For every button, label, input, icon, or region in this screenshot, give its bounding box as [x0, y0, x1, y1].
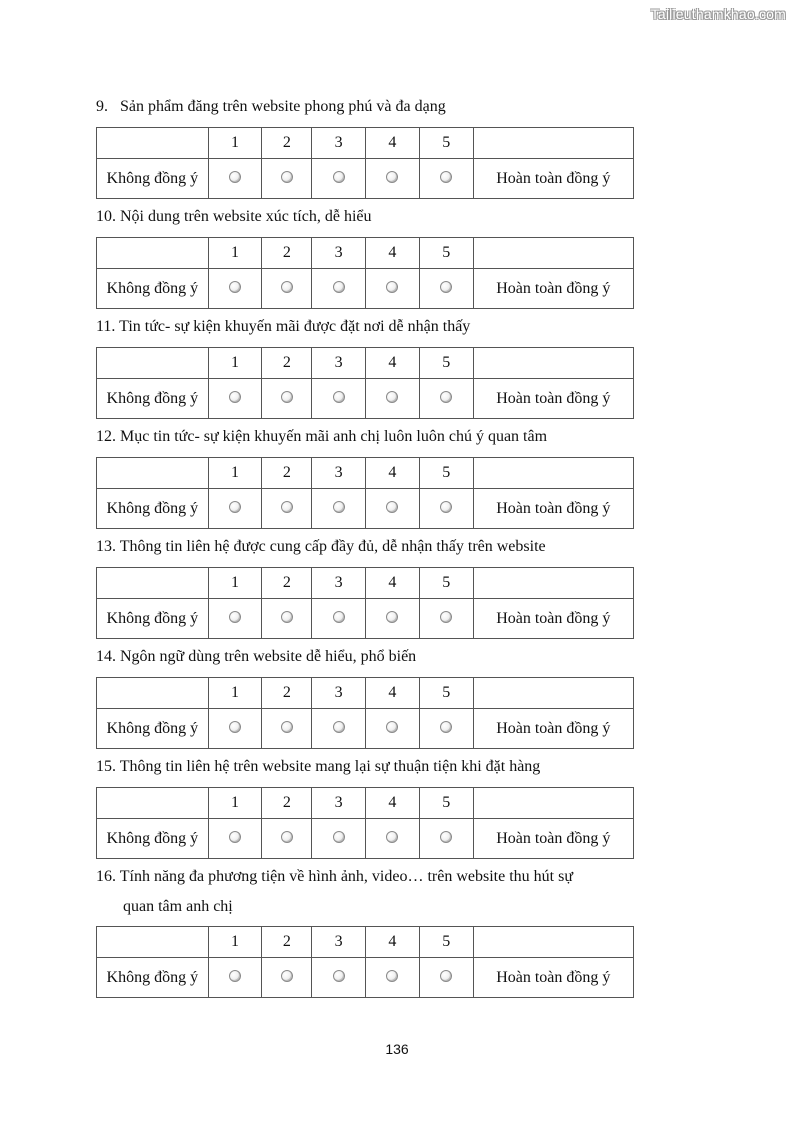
scale-point-label: 5	[419, 678, 473, 709]
radio-cell	[419, 159, 473, 199]
radio-option-4[interactable]	[386, 501, 398, 513]
radio-option-2[interactable]	[281, 501, 293, 513]
rating-table-14	[96, 677, 634, 749]
question-number: 14.	[96, 648, 116, 665]
radio-option-3[interactable]	[333, 391, 345, 403]
radio-cell	[366, 958, 420, 998]
radio-option-5[interactable]	[440, 391, 452, 403]
radio-cell	[208, 958, 262, 998]
question-number: 10.	[96, 208, 116, 225]
radio-cell	[312, 819, 366, 859]
rating-table-13	[96, 567, 634, 639]
scale-answer-row	[97, 159, 634, 199]
radio-option-2[interactable]	[281, 721, 293, 733]
scale-point-label: 1	[208, 788, 262, 819]
scale-point-label: 2	[262, 568, 312, 599]
scale-answer-row	[97, 599, 634, 639]
radio-cell	[312, 599, 366, 639]
radio-cell	[366, 159, 420, 199]
radio-option-3[interactable]	[333, 721, 345, 733]
radio-option-1[interactable]	[229, 831, 241, 843]
radio-cell	[262, 269, 312, 309]
scale-left-label: Không đồng ý	[97, 269, 209, 309]
radio-option-2[interactable]	[281, 391, 293, 403]
radio-cell	[208, 159, 262, 199]
radio-cell	[312, 489, 366, 529]
empty-cell	[97, 348, 209, 379]
radio-cell	[262, 379, 312, 419]
question-text: Ngôn ngữ dùng trên website dễ hiểu, phổ biến	[120, 648, 417, 665]
empty-cell	[97, 458, 209, 489]
scale-point-label: 2	[262, 238, 312, 269]
radio-option-1[interactable]	[229, 970, 241, 982]
radio-cell	[208, 819, 262, 859]
radio-cell	[312, 709, 366, 749]
question-text: Thông tin liên hệ được cung cấp đầy đủ, dễ nhận thấy trên website	[119, 538, 546, 555]
question-text: Thông tin liên hệ trên website mang lại sự thuận tiện khi đặt hàng	[119, 758, 541, 775]
scale-point-label: 5	[419, 458, 473, 489]
scale-left-label: Không đồng ý	[97, 159, 209, 199]
empty-cell	[473, 927, 633, 958]
question-12	[96, 422, 656, 452]
scale-point-label: 1	[208, 927, 262, 958]
radio-cell	[312, 159, 366, 199]
scale-point-label: 1	[208, 568, 262, 599]
radio-option-3[interactable]	[333, 611, 345, 623]
radio-option-5[interactable]	[440, 831, 452, 843]
empty-cell	[97, 238, 209, 269]
scale-point-label: 3	[312, 568, 366, 599]
scale-left-label: Không đồng ý	[97, 379, 209, 419]
scale-right-label: Hoàn toàn đồng ý	[473, 599, 633, 639]
scale-header-row	[97, 568, 634, 599]
radio-option-4[interactable]	[386, 611, 398, 623]
empty-cell	[97, 128, 209, 159]
scale-point-label: 4	[366, 788, 420, 819]
radio-option-2[interactable]	[281, 611, 293, 623]
question-number: 15.	[96, 758, 116, 775]
scale-point-label: 4	[366, 568, 420, 599]
radio-cell	[208, 599, 262, 639]
scale-point-label: 2	[262, 788, 312, 819]
scale-left-label: Không đồng ý	[97, 958, 209, 998]
watermark: Tailieuthamkhao.com	[650, 6, 786, 22]
scale-point-label: 3	[312, 788, 366, 819]
radio-option-3[interactable]	[333, 281, 345, 293]
radio-cell	[419, 599, 473, 639]
scale-right-label: Hoàn toàn đồng ý	[473, 269, 633, 309]
radio-cell	[262, 709, 312, 749]
scale-point-label: 2	[262, 128, 312, 159]
rating-table-16	[96, 926, 634, 998]
rating-table-9	[96, 127, 634, 199]
scale-right-label: Hoàn toàn đồng ý	[473, 379, 633, 419]
empty-cell	[473, 788, 633, 819]
page-number: 136	[385, 1041, 409, 1057]
radio-option-3[interactable]	[333, 501, 345, 513]
question-text: Tin tức- sự kiện khuyến mãi được đặt nơi dễ nhận thấy	[119, 318, 471, 335]
radio-cell	[262, 599, 312, 639]
rating-table-12	[96, 457, 634, 529]
question-14	[96, 642, 656, 672]
scale-right-label: Hoàn toàn đồng ý	[473, 159, 633, 199]
radio-option-1[interactable]	[229, 611, 241, 623]
scale-point-label: 3	[312, 678, 366, 709]
question-13	[96, 532, 656, 562]
radio-cell	[312, 958, 366, 998]
scale-header-row	[97, 788, 634, 819]
radio-option-4[interactable]	[386, 970, 398, 982]
radio-cell	[419, 489, 473, 529]
scale-point-label: 5	[419, 568, 473, 599]
empty-cell	[473, 568, 633, 599]
radio-cell	[419, 958, 473, 998]
scale-header-row	[97, 128, 634, 159]
scale-point-label: 5	[419, 348, 473, 379]
radio-option-5[interactable]	[440, 611, 452, 623]
radio-option-3[interactable]	[333, 171, 345, 183]
rating-table-11	[96, 347, 634, 419]
radio-cell	[262, 159, 312, 199]
empty-cell	[473, 348, 633, 379]
scale-point-label: 1	[208, 678, 262, 709]
scale-answer-row	[97, 489, 634, 529]
scale-point-label: 3	[312, 238, 366, 269]
scale-point-label: 4	[366, 678, 420, 709]
scale-point-label: 4	[366, 348, 420, 379]
scale-point-label: 1	[208, 458, 262, 489]
question-10	[96, 202, 656, 232]
scale-point-label: 3	[312, 927, 366, 958]
scale-answer-row	[97, 269, 634, 309]
empty-cell	[473, 238, 633, 269]
radio-option-3[interactable]	[333, 831, 345, 843]
scale-header-row	[97, 458, 634, 489]
question-text: Tính năng đa phương tiện về hình ảnh, video… trên website thu hút sự	[119, 868, 573, 885]
scale-header-row	[97, 348, 634, 379]
radio-option-5[interactable]	[440, 970, 452, 982]
radio-cell	[262, 819, 312, 859]
scale-answer-row	[97, 958, 634, 998]
radio-option-4[interactable]	[386, 391, 398, 403]
radio-option-4[interactable]	[386, 281, 398, 293]
scale-point-label: 2	[262, 678, 312, 709]
scale-point-label: 1	[208, 128, 262, 159]
radio-option-5[interactable]	[440, 171, 452, 183]
question-text: Mục tin tức- sự kiện khuyến mãi anh chị luôn luôn chú ý quan tâm	[120, 428, 548, 445]
scale-right-label: Hoàn toàn đồng ý	[473, 709, 633, 749]
radio-cell	[208, 379, 262, 419]
rating-table-10	[96, 237, 634, 309]
scale-point-label: 5	[419, 238, 473, 269]
scale-header-row	[97, 238, 634, 269]
scale-left-label: Không đồng ý	[97, 819, 209, 859]
radio-option-2[interactable]	[281, 281, 293, 293]
radio-option-2[interactable]	[281, 970, 293, 982]
scale-point-label: 2	[262, 458, 312, 489]
scale-header-row	[97, 927, 634, 958]
radio-cell	[262, 489, 312, 529]
empty-cell	[473, 458, 633, 489]
empty-cell	[97, 678, 209, 709]
question-number: 12.	[96, 428, 116, 445]
question-15	[96, 752, 656, 782]
question-number: 16.	[96, 868, 116, 885]
scale-point-label: 4	[366, 927, 420, 958]
radio-cell	[419, 819, 473, 859]
radio-option-4[interactable]	[386, 831, 398, 843]
radio-cell	[312, 379, 366, 419]
scale-left-label: Không đồng ý	[97, 599, 209, 639]
question-11	[96, 312, 656, 342]
scale-point-label: 3	[312, 348, 366, 379]
scale-point-label: 4	[366, 458, 420, 489]
scale-answer-row	[97, 709, 634, 749]
scale-left-label: Không đồng ý	[97, 709, 209, 749]
radio-cell	[419, 269, 473, 309]
empty-cell	[97, 927, 209, 958]
radio-option-1[interactable]	[229, 391, 241, 403]
scale-point-label: 5	[419, 927, 473, 958]
empty-cell	[97, 788, 209, 819]
radio-option-1[interactable]	[229, 501, 241, 513]
radio-cell	[419, 379, 473, 419]
scale-left-label: Không đồng ý	[97, 489, 209, 529]
question-text: Sản phẩm đăng trên website phong phú và đa dạng	[120, 98, 446, 115]
scale-right-label: Hoàn toàn đồng ý	[473, 489, 633, 529]
radio-option-2[interactable]	[281, 171, 293, 183]
question-16	[96, 862, 656, 922]
question-9	[96, 92, 656, 122]
scale-point-label: 2	[262, 348, 312, 379]
radio-cell	[366, 599, 420, 639]
radio-option-4[interactable]	[386, 171, 398, 183]
scale-right-label: Hoàn toàn đồng ý	[473, 819, 633, 859]
radio-cell	[366, 709, 420, 749]
radio-cell	[312, 269, 366, 309]
scale-point-label: 4	[366, 128, 420, 159]
radio-cell	[366, 819, 420, 859]
radio-cell	[366, 379, 420, 419]
question-text: Nội dung trên website xúc tích, dễ hiểu	[120, 208, 372, 225]
radio-option-4[interactable]	[386, 721, 398, 733]
scale-header-row	[97, 678, 634, 709]
scale-answer-row	[97, 379, 634, 419]
empty-cell	[97, 568, 209, 599]
scale-answer-row	[97, 819, 634, 859]
radio-cell	[262, 958, 312, 998]
scale-point-label: 5	[419, 128, 473, 159]
radio-option-1[interactable]	[229, 171, 241, 183]
empty-cell	[473, 678, 633, 709]
radio-cell	[208, 709, 262, 749]
question-number: 9.	[96, 98, 108, 115]
radio-cell	[208, 489, 262, 529]
radio-option-5[interactable]	[440, 281, 452, 293]
scale-point-label: 1	[208, 238, 262, 269]
radio-cell	[208, 269, 262, 309]
radio-cell	[366, 489, 420, 529]
radio-cell	[419, 709, 473, 749]
radio-option-1[interactable]	[229, 281, 241, 293]
question-text-continued: quan tâm anh chị	[123, 898, 233, 915]
radio-option-5[interactable]	[440, 501, 452, 513]
scale-right-label: Hoàn toàn đồng ý	[473, 958, 633, 998]
scale-point-label: 1	[208, 348, 262, 379]
radio-option-1[interactable]	[229, 721, 241, 733]
radio-option-2[interactable]	[281, 831, 293, 843]
rating-table-15	[96, 787, 634, 859]
scale-point-label: 5	[419, 788, 473, 819]
scale-point-label: 2	[262, 927, 312, 958]
scale-point-label: 3	[312, 458, 366, 489]
question-number: 13.	[96, 538, 116, 555]
scale-point-label: 4	[366, 238, 420, 269]
radio-option-3[interactable]	[333, 970, 345, 982]
scale-point-label: 3	[312, 128, 366, 159]
question-number: 11.	[96, 318, 116, 335]
radio-option-5[interactable]	[440, 721, 452, 733]
empty-cell	[473, 128, 633, 159]
radio-cell	[366, 269, 420, 309]
